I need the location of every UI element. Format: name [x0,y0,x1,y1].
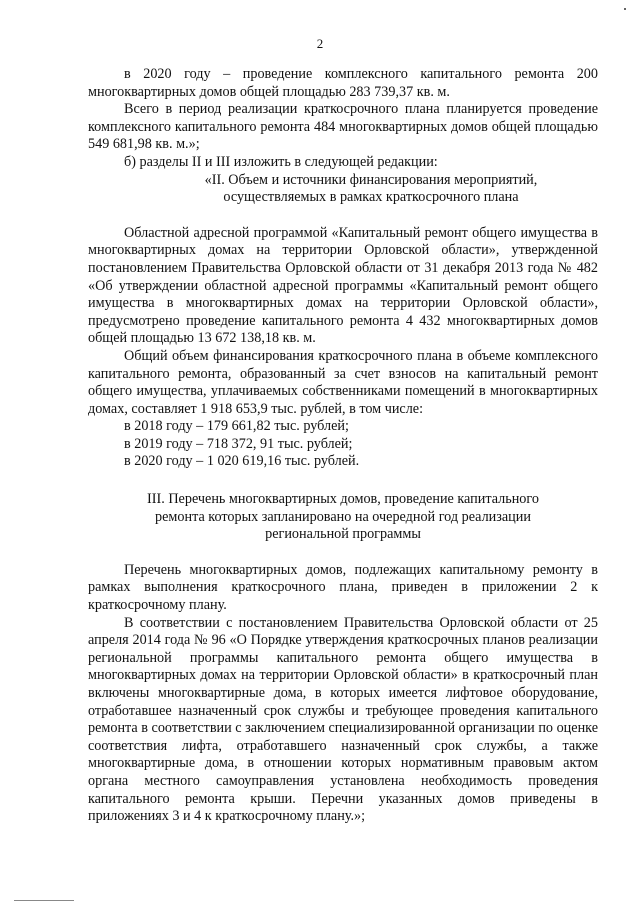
section-iii-title-line3: региональной программы [265,526,421,543]
section-iii-title-line2: ремонта которых запланировано на очередной год реализации [155,508,531,525]
section-iii-title-line1: III. Перечень многоквартирных домов, проведение капитального [147,491,539,508]
page-number: 2 [316,36,324,51]
scan-dot [624,8,626,10]
paragraph-total-repair: Всего в период реализации краткосрочного плана планируется проведение комплексного капитального ремонта 484 многоквартирных домов общей площадью 549 681,98 кв. м.»; [88,101,598,153]
document-body [88,66,598,826]
section-ii-heading [88,172,598,207]
funding-item-2020: в 2020 году – 1 020 619,16 тыс. рублей. [124,453,360,470]
paragraph-total-funding: Общий объем финансирования краткосрочного плана в объеме комплексного капитального ремонта, образованный за счет взносов на капитальный ремонт общего имущества, уплачиваемых собственниками помещений в многоквартирных домах, составляет 1 918 653,9 тыс. рублей, в том числе: [88,347,598,417]
paragraph-houses-list: Перечень многоквартирных домов, подлежащих капитальному ремонту в рамках выполнения краткосрочного плана, приведен в приложении 2 к краткосрочному плану. [88,561,598,614]
bottom-rule [14,900,74,901]
section-iii-heading [88,491,598,544]
section-ii-title-line1: «II. Объем и источники финансирования мероприятий, [204,171,538,188]
section-ii-title-line2: осуществляемых в рамках краткосрочного плана [223,189,519,206]
paragraph-regional-program: Областной адресной программой «Капитальный ремонт общего имущества в многоквартирных домах на территории Орловской области», утвержденной постановлением Правительства Орловской области от 31 декабря 2013 года № 482 «Об утверждении областной адресной программы «Капитальный ремонт общего имущества в многоквартирных домах на территории Орловской области», предусмотрено проведение капитального ремонта 4 432 многоквартирных домов общей площадью 13 672 138,18 кв. м. [88,224,598,347]
funding-item-2019: в 2019 году – 718 372, 91 тыс. рублей; [124,435,353,452]
funding-item-2018: в 2018 году – 179 661,82 тыс. рублей; [124,418,349,435]
paragraph-amendment-b: б) разделы II и III изложить в следующей редакции: [124,153,438,170]
paragraph-decree-96: В соответствии с постановлением Правительства Орловской области от 25 апреля 2014 года № 96 «О Порядке утверждения краткосрочных планов реализации региональной программы капитального ремонта общего имущества в многоквартирных домах на территории Орловской области» в краткосрочный план включены многоквартирные дома, в которых имеется лифтовое оборудование, отработавшее назначенный срок службы и требующее проведения капитального ремонта в соответствии с заключением специализированной организации по оценке соответствия лифта, отработавшего назначенный срок службы, а также многоквартирные дома, в отношении которых нормативным правовым актом органа местного самоуправления установлена необходимость проведения капитального ремонта крыши. Перечни указанных домов приведены в приложениях 3 и 4 к краткосрочному плану.»; [88,614,598,825]
paragraph-2020-repair: в 2020 году – проведение комплексного капитального ремонта 200 многоквартирных домов общей площадью 283 739,37 кв. м. [88,66,598,100]
